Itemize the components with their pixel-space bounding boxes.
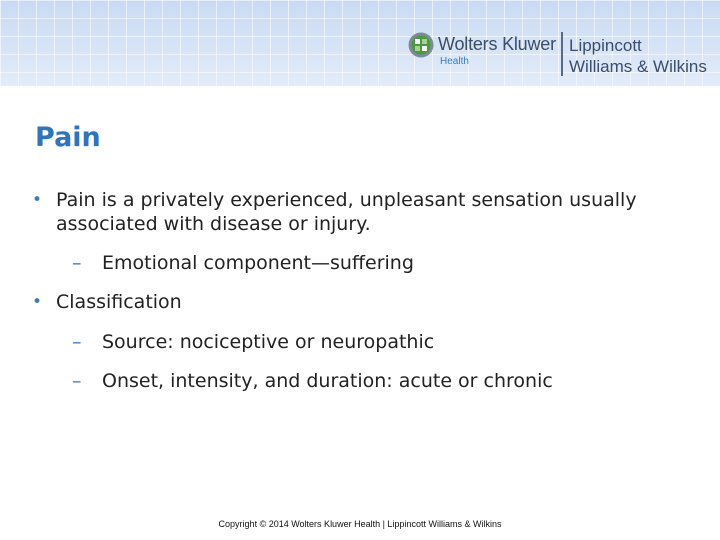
logo-lww-text [569, 35, 707, 77]
logo-health-text: Health [440, 56, 469, 67]
sub-bullet-text: Onset, intensity, and duration: acute or chronic [102, 370, 553, 392]
sub-bullet-text: Emotional component—suffering [102, 252, 414, 274]
sub-bullet-item [32, 369, 692, 393]
sub-bullet-dash-icon: – [72, 252, 82, 274]
bullet-item [32, 188, 692, 236]
sub-bullet-text: Source: nociceptive or neuropathic [102, 331, 435, 353]
sub-bullet-dash-icon: – [72, 331, 82, 353]
sub-bullet-item [32, 330, 692, 354]
bullet-list [32, 188, 692, 393]
logo-lww-line2: Williams & Wilkins [569, 57, 707, 76]
sub-bullet-item [32, 251, 692, 275]
sub-bullet-dash-icon: – [72, 370, 82, 392]
slide-title: Pain [35, 122, 101, 153]
logo-divider [561, 32, 563, 76]
bullet-text: Pain is a privately experienced, unpleasant sensation usually associated with disease or injury. [56, 189, 637, 235]
logo-wolters-kluwer-text: Wolters Kluwer [438, 34, 556, 54]
bullet-text: Classification [56, 291, 182, 313]
bullet-dot-icon: • [32, 190, 43, 210]
wolters-kluwer-logo-mark-icon [407, 31, 435, 59]
bullet-item [32, 290, 692, 314]
copyright-footer: Copyright © 2014 Wolters Kluwer Health | Lippincott Williams & Wilkins [218, 519, 502, 529]
logo-lww-line1: Lippincott [569, 36, 642, 55]
bullet-dot-icon: • [32, 292, 43, 312]
